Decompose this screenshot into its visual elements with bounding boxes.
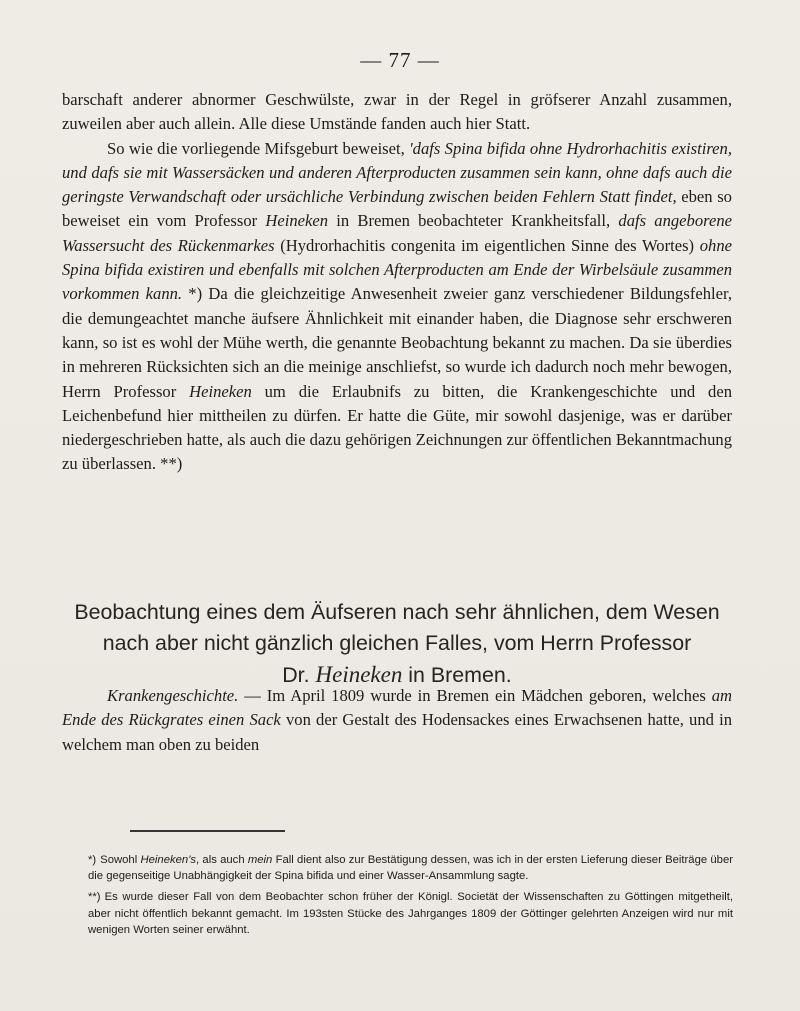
footnote-mark: *) (88, 854, 97, 866)
heading-suffix: in Bremen. (402, 663, 512, 687)
case-history-paragraph (62, 684, 732, 757)
author-name: Heineken (189, 381, 252, 401)
section-heading (62, 597, 732, 691)
text-run-italic: am Ende des Rückgrates einen Sack (62, 686, 732, 730)
footnote-mark: **) (88, 891, 101, 904)
paragraph-2 (62, 137, 732, 477)
text-run-italic: dafs angeborene Wassersucht des Rückenmarkes (62, 211, 733, 255)
text-run: Sowohl (100, 854, 141, 866)
page-number: — 77 — (360, 48, 440, 72)
heading-line-1: Beobachtung eines dem Äufseren nach sehr ähnlichen, dem Wesen (74, 600, 720, 624)
case-history-label: Krankengeschichte. (107, 686, 239, 705)
text-run: von der Gestalt des Hodensackes eines Erwachsenen hatte, und in welchem man oben zu beiden (62, 710, 732, 754)
text-run-italic: mein (247, 854, 273, 866)
footnotes (88, 852, 733, 943)
main-text (62, 88, 732, 477)
text-run: in Bremen beobachteter Krankheitsfall, (328, 211, 619, 231)
text-run: um die Erlaubnifs zu bitten, die Krankengeschichte und den Leichenbefund hier mittheilen zu dürfen. Er hatte die Güte, mir sowohl dasjenige, was er darüber niedergeschrieben hatte, als auch die dazu gehörigen Zeichnungen zur öffentlichen Bekanntmachung zu überlassen. **) (62, 381, 732, 474)
author-name: Heineken (265, 211, 329, 231)
text-run: Es wurde dieser Fall von dem Beobachter schon früher der Königl. Societät der Wissenschaften zu Göttingen mitgetheilt, aber nicht öffentlich bekannt gemacht. Im 193sten Stücke des Jahrganges 1809 der Göttinger gelehrten Anzeigen wird nur mit wenigen Worten seiner erwähnt. (88, 891, 733, 936)
text-run-italic: 'dafs Spina bifida ohne Hydrorhachitis existiren, und dafs sie mit Wassersäcken und anderen Afterproducten zusammen sein kann, ohne dafs auch die geringste Verwandschaft oder ursächliche Verbindung zwischen beiden Fehlern Statt findet, (62, 138, 732, 207)
heading-author-name: Heineken (315, 662, 403, 687)
text-run: Fall dient also zur Bestätigung dessen, was ich in der ersten Lieferung dieser Beiträge über die gegenseitige Unabhängigkeit der Spina bifida und einer Wasser-Ansammlung sagte. (88, 854, 734, 883)
paragraph-1 (62, 88, 732, 137)
text-run: , als auch (196, 854, 248, 866)
footnote-2 (88, 889, 733, 938)
text-run: *) Da die gleichzeitige Anwesenheit zweier ganz verschiedener Bildungsfehler, die demungeachtet manche äufsere Ähnlichkeit mit einander haben, die Diagnose sehr erschweren kann, so ist es wohl der Mühe werth, die genannte Beobachtung bekannt zu machen. Da sie überdies in mehreren Rücksichten sich an die meinige anschliefst, so wurde ich dadurch noch mehr bewogen, Herrn Professor (62, 284, 732, 401)
text-run: barschaft anderer abnormer Geschwülste, zwar in der Regel in gröfserer Anzahl zusammen, zuweilen aber auch allein. Alle diese Umstände fanden auch hier Statt. (62, 90, 732, 134)
text-run: (Hydrorhachitis congenita im eigentlichen Sinne des Wortes) (274, 235, 700, 255)
heading-line-2: nach aber nicht gänzlich gleichen Falles, vom Herrn Professor (102, 631, 692, 655)
text-run: — Im April 1809 wurde in Bremen ein Mädchen geboren, welches (238, 686, 712, 705)
text-run: So wie die vorliegende Mifsgeburt beweiset, (107, 138, 410, 158)
heading-prefix: Dr. (282, 663, 316, 687)
footnote-divider (130, 830, 285, 832)
footnote-1 (88, 852, 733, 884)
text-run: eben so beweiset ein vom Professor (62, 187, 732, 231)
text-run-italic: ohne Spina bifida existiren und ebenfalls mit solchen Afterproducten am Ende der Wirbelsäule zusammen vorkommen kann. (62, 235, 733, 304)
text-run-italic: Heineken's (140, 854, 197, 866)
